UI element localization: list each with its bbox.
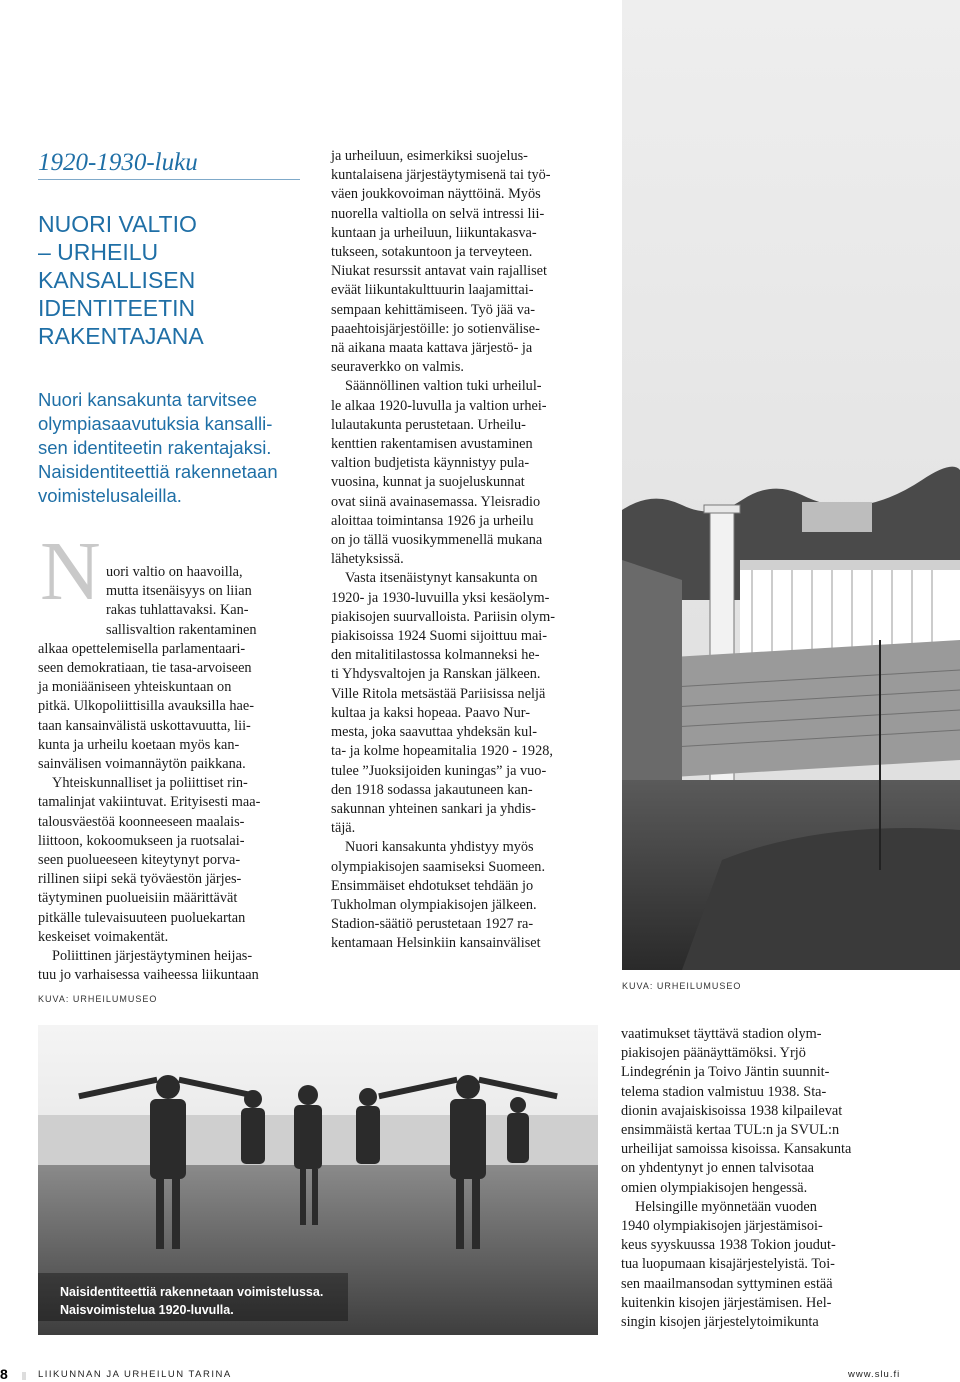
caption-line: Naisvoimistelua 1920-luvulla. xyxy=(60,1303,234,1317)
text-line: sempaan kehittämiseen. Työ jää va- xyxy=(331,301,535,318)
text-line: Vasta itsenäistynyt kansakunta on xyxy=(345,570,538,587)
text-line: ovat siinä avainasemassa. Yleisradio xyxy=(331,493,541,510)
text-line: taan kansainvälistä uskottavuutta, lii- xyxy=(38,717,251,734)
text-line: seen demokratiaan, tie tasa-arvoiseen xyxy=(38,660,252,677)
photo-credit-stadium: KUVA: URHEILUMUSEO xyxy=(622,981,742,991)
text-line: täjä. xyxy=(331,820,356,837)
text-line: ti Yhdysvaltojen ja Ranskan jälkeen. xyxy=(331,666,541,683)
lead-line: sen identiteetin rakentajaksi. xyxy=(38,437,272,458)
text-line: 1920- ja 1930-luvuilla yksi kesäolym- xyxy=(331,589,550,606)
text-line: tamalinjat vakiintuvat. Erityisesti maa- xyxy=(38,794,261,811)
text-line: telema stadion valmistuu 1938. Sta- xyxy=(621,1083,827,1100)
body-column-3 xyxy=(621,1025,883,1332)
photo-credit-gym: KUVA: URHEILUMUSEO xyxy=(38,994,158,1004)
text-line: uori valtio on haavoilla, xyxy=(106,564,243,580)
headline-line: NUORI VALTIO xyxy=(38,211,197,237)
section-rule xyxy=(38,179,300,180)
caption-line: Naisidentiteettiä rakennetaan voimistelussa. xyxy=(60,1285,324,1299)
text-line: sakunnan yhteinen sankari ja yhdis- xyxy=(331,800,536,817)
text-line: eväät liikuntakulttuurin laajamittai- xyxy=(331,282,534,299)
body-column-2 xyxy=(331,147,593,954)
text-line: Tukholman olympiakisojen jälkeen. xyxy=(331,896,537,913)
text-line: nä aikana maata kattava järjestö- ja xyxy=(331,340,533,357)
text-line: lähetyksissä. xyxy=(331,551,404,568)
lead-line: Nuori kansakunta tarvitsee xyxy=(38,389,258,410)
text-line: Niukat resurssit antavat vain rajalliset xyxy=(331,263,547,280)
page-number: 8 xyxy=(0,1366,8,1382)
text-line: pitkä. Ulkopoliittisilla avauksilla hae- xyxy=(38,698,254,715)
text-line: paaehtoisjärjestöille: jo sotienvälise- xyxy=(331,320,540,337)
text-line: valtion budjetista käynnistyy pula- xyxy=(331,455,530,472)
text-line: on yhdentynyt jo ennen talvisotaa xyxy=(621,1160,814,1177)
text-line: sallisvaltion rakentaminen xyxy=(106,621,257,638)
text-line: 1940 olympiakisojen järjestämisoi- xyxy=(621,1218,823,1235)
text-line: den 1918 sodassa jakautuneen kan- xyxy=(331,781,533,798)
text-line: seen puolueeseen kiteytynyt porva- xyxy=(38,852,241,869)
stadium-photo xyxy=(622,0,960,970)
text-line: den mitalitilastossa kolmanneksi he- xyxy=(331,647,540,664)
text-line: mesta, joka saavuttaa yhdeksän kul- xyxy=(331,724,538,741)
drop-cap: N xyxy=(40,525,101,618)
text-line: Ensimmäiset ehdotukset tehdään jo xyxy=(331,877,534,894)
lead-paragraph xyxy=(38,388,308,508)
text-line: talousväestöä koonneeseen maalais- xyxy=(38,813,245,830)
headline xyxy=(38,210,308,350)
text-line: tua luopumaan kisajärjestelyistä. Toi- xyxy=(621,1256,835,1273)
text-line: seuraverkko on valmis. xyxy=(331,359,465,376)
text-line: urheilijat samoissa kisoissa. Kansakunta xyxy=(621,1141,852,1158)
text-line: ja urheiluun, esimerkiksi suojelus- xyxy=(331,148,528,164)
lead-line: Naisidentiteettiä rakennetaan xyxy=(38,461,278,482)
text-line: piakisojen päänäyttämöksi. Yrjö xyxy=(621,1045,806,1062)
text-line: kultaa ja kaksi hopeaa. Paavo Nur- xyxy=(331,704,531,721)
text-line: kuitenkin kisojen järjestämisen. Hel- xyxy=(621,1294,832,1311)
text-line: Ville Ritola metsästää Pariisissa neljä xyxy=(331,685,546,702)
text-line: liittoon, kokoomukseen ja ruotsalai- xyxy=(38,832,245,849)
text-line: Poliittinen järjestäytyminen heijas- xyxy=(52,948,253,965)
text-line: Säännöllinen valtion tuki urheilul- xyxy=(345,378,542,395)
text-line: väen joukkovoiman näyttöinä. Myös xyxy=(331,186,541,203)
text-line: omien olympiakisojen hengessä. xyxy=(621,1179,808,1196)
text-line: rakas tuhlattavaksi. Kan- xyxy=(106,602,249,619)
text-line: piakisoissa 1924 Suomi sijoittuu mai- xyxy=(331,628,548,645)
text-line: aloittaa toimintansa 1926 ja urheilu xyxy=(331,512,534,529)
photo-caption xyxy=(60,1283,323,1319)
text-line: täytyminen puolueisiin määrittävät xyxy=(38,890,238,907)
text-line: Nuori kansakunta yhdistyy myös xyxy=(345,839,534,856)
headline-line: IDENTITEETIN xyxy=(38,295,196,321)
text-line: kunta ja urheilu koetaan myös kan- xyxy=(38,736,240,753)
text-line: vuosina, kunnat ja suojeluskunnat xyxy=(331,474,525,491)
text-line: rillinen siipi sekä työväestön järjes- xyxy=(38,871,242,888)
text-line: Yhteiskunnalliset ja poliittiset rin- xyxy=(52,775,248,792)
headline-line: KANSALLISEN xyxy=(38,267,196,293)
lead-line: olympiasaavutuksia kansalli- xyxy=(38,413,273,434)
text-line: ja moniääniseen yhteiskuntaan on xyxy=(38,679,232,696)
text-line: sen maailmansodan syttyminen estää xyxy=(621,1275,833,1292)
text-line: kentamaan Helsinkiin kansainväliset xyxy=(331,935,541,952)
text-line: le alkaa 1920-luvulla ja valtion urhei- xyxy=(331,397,547,414)
text-line: kenttien rakentamisen avustaminen xyxy=(331,436,533,453)
text-line: Lindegrénin ja Toivo Jäntin suunnit- xyxy=(621,1064,830,1081)
text-line: Helsingille myönnetään vuoden xyxy=(635,1198,817,1215)
text-line: nuorella valtiolla on selvä intressi lii- xyxy=(331,205,545,222)
text-line: keskeiset voimakentät. xyxy=(38,928,169,945)
footer-bar xyxy=(22,1372,26,1380)
text-line: dionin avajaiskisoissa 1938 kilpailevat xyxy=(621,1102,843,1119)
text-line: pitkälle tulevaisuuteen puoluekartan xyxy=(38,909,246,926)
headline-line: RAKENTAJANA xyxy=(38,323,204,349)
footer-publication-title: LIIKUNNAN JA URHEILUN TARINA xyxy=(38,1369,232,1380)
lead-line: voimistelusaleilla. xyxy=(38,485,182,506)
headline-line: – URHEILU xyxy=(38,239,159,265)
text-line: ta- ja kolme hopeamitalia 1920 - 1928, xyxy=(331,743,553,760)
body-column-1 xyxy=(38,563,306,985)
text-line: tukseen, sotakuntoon ja terveyteen. xyxy=(331,244,533,261)
text-line: tulee ”Juoksijoiden kuningas” ja vuo- xyxy=(331,762,547,779)
text-line: keus syyskuussa 1938 Tokion joudut- xyxy=(621,1237,836,1254)
text-line: piakisojen suurvalloista. Pariisin olym- xyxy=(331,608,555,625)
footer-url[interactable]: www.slu.fi xyxy=(848,1369,901,1380)
text-line: lulautakunta perustetaan. Urheilu- xyxy=(331,416,526,433)
text-line: alkaa opettelemisella parlamentaari- xyxy=(38,640,246,657)
text-line: kuntaan ja urheiluun, liikuntakasva- xyxy=(331,224,537,241)
text-line: singin kisojen järjestelytoimikunta xyxy=(621,1314,819,1331)
text-line: mutta itsenäisyys on liian xyxy=(106,583,252,600)
text-line: Stadion-säätiö perustetaan 1927 ra- xyxy=(331,916,534,933)
text-line: olympiakisojen saamiseksi Suomeen. xyxy=(331,858,546,875)
text-line: on jo tällä vuosikymmenellä mukana xyxy=(331,532,543,549)
text-line: tuu jo varhaisessa vaiheessa liikuntaan xyxy=(38,967,259,984)
text-line: vaatimukset täyttävä stadion olym- xyxy=(621,1026,822,1042)
text-line: kuntalaisena järjestäytymisenä tai työ- xyxy=(331,167,551,184)
section-label: 1920-1930-luku xyxy=(38,149,198,176)
text-line: ensimmäistä kertaa TUL:n ja SVUL:n xyxy=(621,1122,840,1139)
text-line: sainvälisen voimannäytön paikkana. xyxy=(38,756,246,773)
